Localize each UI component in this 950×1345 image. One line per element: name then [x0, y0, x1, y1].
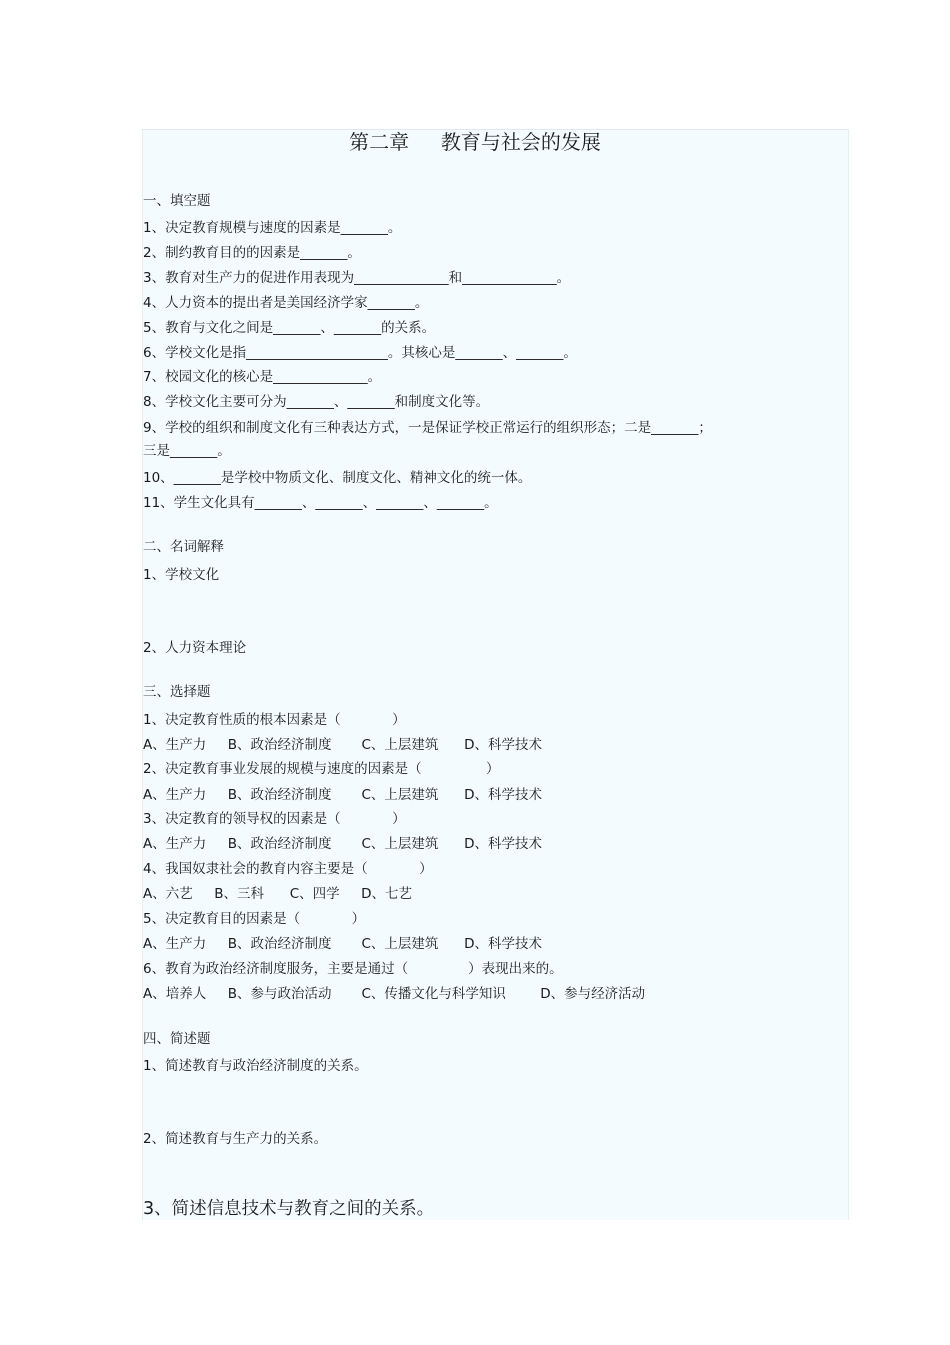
section-heading: 二、名词解释	[143, 539, 224, 555]
question-line: 4、人力资本的提出者是美国经济学家_______。	[143, 295, 429, 311]
section-heading: 四、简述题	[143, 1031, 211, 1047]
question-line: 7、校园文化的核心是______________。	[143, 369, 382, 385]
options-line: A、生产力 B、政治经济制度 C、上层建筑 D、科学技术	[143, 936, 543, 952]
options-line: A、生产力 B、政治经济制度 C、上层建筑 D、科学技术	[143, 737, 543, 753]
question-line: 1、学校文化	[143, 567, 220, 583]
question-line: 10、_______是学校中物质文化、制度文化、精神文化的统一体。	[143, 470, 532, 486]
question-line: 8、学校文化主要可分为_______、_______和制度文化等。	[143, 394, 490, 410]
options-line: A、六艺 B、三科 C、四学 D、七艺	[143, 886, 412, 902]
question-line: 1、简述教育与政治经济制度的关系。	[143, 1058, 368, 1074]
question-line: 3、决定教育的领导权的因素是（ ）	[143, 811, 406, 827]
question-line: 6、学校文化是指_____________________。其核心是_______、_______。	[143, 345, 577, 361]
question-line: 3、简述信息技术与教育之间的关系。	[143, 1199, 435, 1219]
question-line: 2、简述教育与生产力的关系。	[143, 1131, 328, 1147]
question-line: 1、决定教育规模与速度的因素是_______。	[143, 220, 402, 236]
question-line: 2、制约教育目的的因素是_______。	[143, 245, 361, 261]
section-heading: 一、填空题	[143, 193, 211, 209]
question-line: 5、教育与文化之间是_______、_______的关系。	[143, 320, 436, 336]
question-line: 三是_______。	[143, 443, 231, 459]
question-line: 2、人力资本理论	[143, 640, 247, 656]
options-line: A、培养人 B、参与政治活动 C、传播文化与科学知识 D、参与经济活动	[143, 986, 646, 1002]
question-line: 11、学生文化具有_______、_______、_______、_______。	[143, 495, 498, 511]
question-line: 6、教育为政治经济制度服务，主要是通过（ ）表现出来的。	[143, 961, 563, 977]
options-line: A、生产力 B、政治经济制度 C、上层建筑 D、科学技术	[143, 836, 543, 852]
question-line: 5、决定教育目的因素是（ ）	[143, 911, 366, 927]
question-line: 9、学校的组织和制度文化有三种表达方式，一是保证学校正常运行的组织形态；二是_______；	[143, 420, 712, 436]
question-line: 4、我国奴隶社会的教育内容主要是（ ）	[143, 861, 433, 877]
options-line: A、生产力 B、政治经济制度 C、上层建筑 D、科学技术	[143, 787, 543, 803]
section-heading: 三、选择题	[143, 684, 211, 700]
question-line: 1、决定教育性质的根本因素是（ ）	[143, 712, 406, 728]
question-line: 2、决定教育事业发展的规模与速度的因素是（ ）	[143, 761, 500, 777]
page-title: 第二章 教育与社会的发展	[349, 130, 601, 154]
question-line: 3、教育对生产力的促进作用表现为______________和______________。	[143, 270, 571, 286]
